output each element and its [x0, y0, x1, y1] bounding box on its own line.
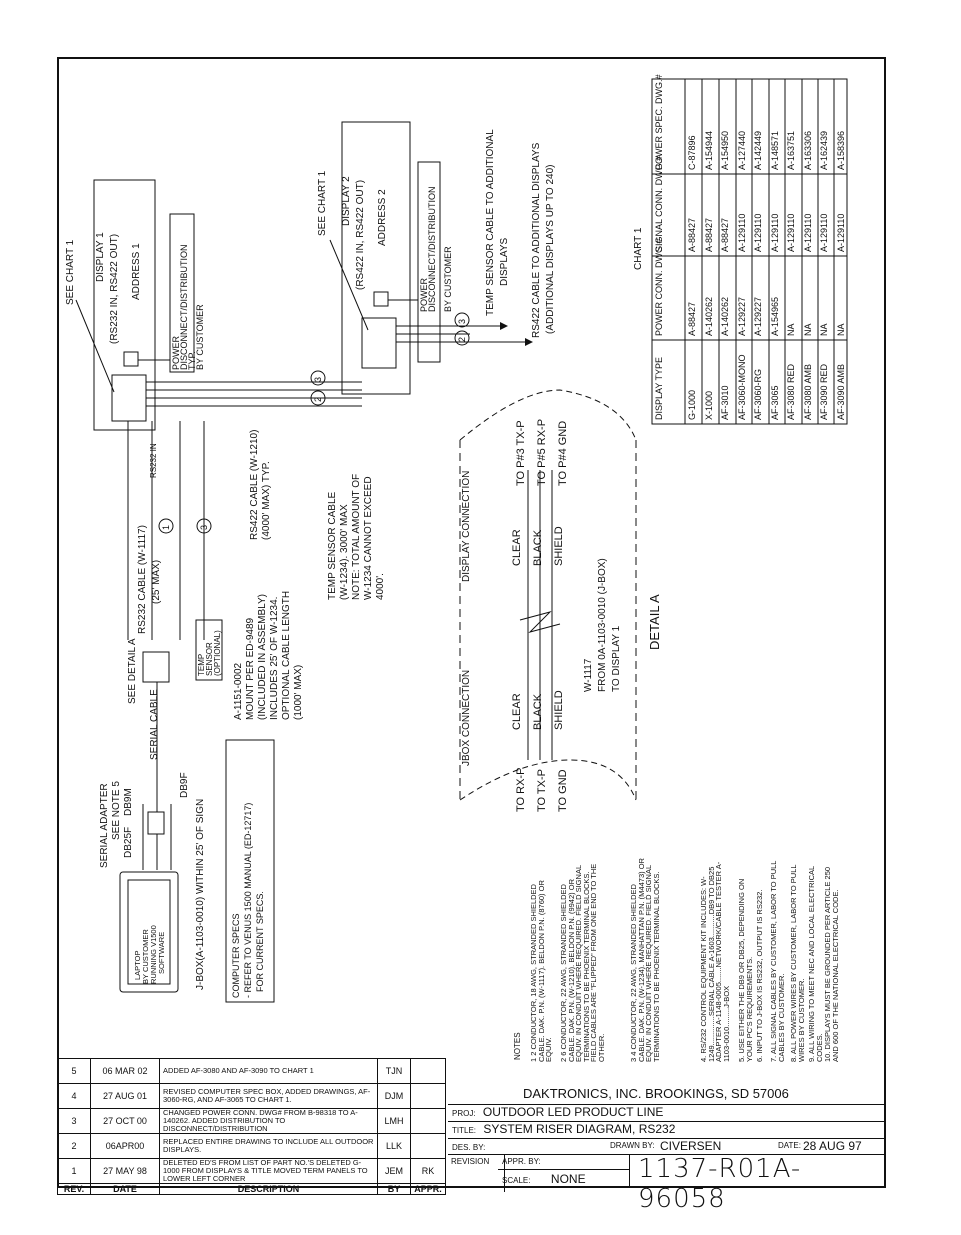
- revision-label: REVISION: [448, 1154, 505, 1192]
- chart-1-cell: AF-3080 AMB: [802, 363, 813, 420]
- revision-row: [58, 1109, 446, 1134]
- computer-specs-title: COMPUTER SPECS: [231, 913, 241, 998]
- note-item: 2 6 CONDUCTOR, 22 AWG, STRANDED SHIELDED CABLE. DAK. P.N. (W-1210). BELDON P.N. (9942) OR EQUIV. IN CONDUIT WHERE REQUIRED. FIELD SIGNAL TERMINATIONS TO BE PHOENIX TERMINAL BLOCKS. FIELD CABLES ARE "FLIPPED" FROM ONE END TO THE OTHER.: [559, 863, 606, 1062]
- chart-1-cell: A-127440: [736, 130, 747, 170]
- rs232-cable-length: (25' MAX): [151, 559, 162, 604]
- revision-row: [58, 1159, 446, 1184]
- temp-sensor-cable-line: NOTE: TOTAL AMOUNT OF: [351, 473, 362, 600]
- mount-note-line: INCLUDES 25' OF W-1234.: [269, 596, 280, 720]
- jbox-terminal-label: TO TX-P: [536, 769, 548, 812]
- cable-note-1: W-1117: [583, 658, 594, 692]
- chart-1-cell: AF-3090 RED: [819, 363, 829, 420]
- proj-label: PROJ:: [452, 1109, 476, 1118]
- rev-number: 5: [58, 1059, 91, 1084]
- temp-sensor-label-3: (OPTIONAL): [213, 630, 222, 676]
- jbox-terminal-label: TO RX-P: [515, 767, 527, 812]
- chart-1-cell: NA: [819, 323, 829, 336]
- display-2-outline: [342, 122, 410, 394]
- cable-note-2: FROM 0A-1103-0010 (J-BOX): [597, 558, 608, 692]
- temp-sensor-cable-line: 4000'.: [375, 573, 386, 600]
- rev-date: 06APR00: [91, 1134, 160, 1159]
- chart-1-cell: A-129110: [786, 213, 796, 252]
- power-disconnect-1-line3: TYP.: [187, 351, 197, 370]
- chart-1-cell: A-154965: [769, 296, 780, 336]
- rev-by: DJM: [378, 1084, 411, 1109]
- power-disconnect-2-line2: DISCONNECT/DISTRIBUTION: [427, 186, 437, 312]
- temp-sensor-cable-line: W-1234 CANNOT EXCEED: [363, 476, 374, 600]
- rev-description: REPLACED ENTIRE DRAWING TO INCLUDE ALL OUTDOOR DISPLAYS.: [160, 1134, 378, 1159]
- rev-appr: RK: [411, 1159, 446, 1184]
- rev-appr: [411, 1109, 446, 1134]
- jbox-wire-label: BLACK: [532, 693, 544, 730]
- chart-1-title: CHART 1: [633, 227, 644, 270]
- rev-number: 4: [58, 1084, 91, 1109]
- chart-1-cell: A-163751: [786, 130, 796, 170]
- rev-description: REVISED COMPUTER SPEC BOX, ADDED DRAWINGS, AF-3060-RG, AND AF-3065 TO CHART 1.: [160, 1084, 378, 1109]
- display-2-terminal: [362, 318, 396, 368]
- detail-a-title: DETAIL A: [647, 594, 662, 650]
- chart-1-cell: AF-3065: [769, 385, 780, 420]
- chart-1-header-power-conn: POWER CONN. DWG.#: [654, 238, 664, 336]
- db9f-label: DB9F: [179, 772, 190, 798]
- display-1-io: (RS232 IN, RS422 OUT): [109, 233, 120, 344]
- display-terminal-label: TO P#4 GND: [557, 420, 569, 486]
- display-wire-label: BLACK: [532, 529, 544, 566]
- power-disconnect-2-line1: POWER: [419, 277, 429, 312]
- note-item: 5. USE EITHER THE DB9 OR DB25, DEPENDING ON YOUR PC'S REQUIREMENTS.: [737, 878, 754, 1062]
- chart-1-header-signal-conn: SIGNAL CONN. DWG.#: [654, 155, 664, 252]
- chart-1-cell: A-129110: [802, 213, 813, 252]
- mount-note-line: OPTIONAL CABLE LENGTH: [281, 590, 292, 720]
- chart-1-cell: NA: [802, 323, 813, 336]
- chart-1-cell: A-129110: [769, 213, 780, 252]
- chart-1-cell: A-163306: [802, 130, 813, 170]
- callout-circle-1: 1: [161, 524, 171, 530]
- revision-table: [57, 1058, 446, 1195]
- chart-1-header-display: DISPLAY TYPE: [654, 356, 664, 420]
- display-connection-label: DISPLAY CONNECTION: [461, 470, 472, 582]
- chart-1-cell: A-88427: [687, 217, 697, 252]
- power-disconnect-1-line4: BY CUSTOMER: [195, 304, 205, 370]
- chart-1-cell: NA: [786, 323, 796, 336]
- display-2-address: ADDRESS 2: [377, 189, 388, 246]
- drawing-number: 1137-R01A-96058: [638, 1154, 802, 1214]
- revision-row: [58, 1059, 446, 1084]
- chart-1-cell: A-154944: [703, 130, 714, 170]
- display-terminal-label: TO P#5 RX-P: [536, 418, 548, 486]
- serial-adapter-label: SERIAL ADAPTER: [99, 783, 110, 868]
- rev-number: 3: [58, 1109, 91, 1134]
- see-detail-a-label: SEE DETAIL A: [127, 638, 138, 704]
- callout-circle-3b: 3: [457, 318, 467, 324]
- chart-1-cell: A-129227: [736, 296, 747, 336]
- rev-appr: [411, 1059, 446, 1084]
- rs232-in-label: RS232 IN: [149, 443, 158, 478]
- chart-1-cell: A-129110: [835, 213, 846, 252]
- rs422-additional-1: RS422 CABLE TO ADDITIONAL DISPLAYS: [531, 142, 542, 338]
- note-item: 3 4 CONDUCTOR, 22 AWG, STRANDED SHIELDED CABLE. DAK. P.N. (W-1234). MANHATTAN P.N. (M4473) OR EQUIV. IN CONDUIT WHERE REQUIRED. FIELD SIGNAL TERMINATIONS TO BE PHOENIX TERMINAL BLOCKS.: [629, 858, 661, 1062]
- chart-1-cell: AF-3010: [720, 385, 730, 420]
- chart-1-cell: A-88427: [687, 301, 697, 336]
- display-2-label: DISPLAY 2: [341, 176, 352, 226]
- scale-value: NONE: [550, 1172, 586, 1186]
- revision-row: [58, 1134, 446, 1159]
- jbox-connection-label: JBOX CONNECTION: [461, 669, 472, 766]
- serial-adapter-box: [148, 812, 164, 834]
- jbox-wire-label: SHIELD: [553, 690, 565, 730]
- title-block: [448, 1084, 884, 1214]
- designer-row: [448, 1138, 884, 1155]
- scale-cell: [498, 1170, 630, 1186]
- rev-description: ADDED AF-3080 AND AF-3090 TO CHART 1: [160, 1059, 378, 1084]
- jbox-note: J-BOX(A-1103-0010) WITHIN 25' OF SIGN: [195, 798, 206, 990]
- rev-header-by: BY: [378, 1184, 411, 1195]
- callout-circle-3a: 3: [313, 376, 323, 382]
- laptop-label-4: SOFTWARE: [157, 931, 166, 974]
- rev-by: JEM: [378, 1159, 411, 1184]
- notes-title: NOTES: [513, 1032, 522, 1060]
- temp-sensor-label-2: SENSOR: [205, 642, 214, 676]
- note-item: 6. INPUT TO J-BOX IS RS232, OUTPUT IS RS232.: [755, 889, 764, 1062]
- drawn-by-label: DRAWN BY:: [610, 1141, 655, 1150]
- chart-1-cell: AF-3060-RG: [753, 368, 763, 420]
- chart-1-cell: C-87896: [687, 135, 697, 170]
- mount-note-line: MOUNT PER ED-9489: [245, 617, 256, 720]
- laptop-label-3: RUNNING V1500: [149, 925, 158, 984]
- display-wire-label: SHIELD: [553, 526, 565, 566]
- rev-header-description: DESCRIPTION: [160, 1184, 378, 1195]
- chart-1-cell: A-140262: [703, 296, 714, 336]
- chart-1-cell: NA: [835, 323, 846, 336]
- rs422-cable-label: RS422 CABLE (W-1210): [249, 429, 260, 540]
- power-disconnect-2-line3: BY CUSTOMER: [443, 246, 453, 312]
- rev-appr: [411, 1134, 446, 1159]
- chart-1-cell: X-1000: [703, 390, 714, 420]
- chart-1-cell: AF-3060-MONO: [736, 354, 747, 420]
- chart-1-cell: G-1000: [687, 389, 697, 420]
- display-1-address: ADDRESS 1: [131, 243, 142, 300]
- temp-cable-additional-1: TEMP SENSOR CABLE TO ADDITIONAL: [485, 129, 496, 316]
- rs422-additional-2: (ADDITIONAL DISPLAYS UP TO 240): [545, 164, 556, 334]
- display-2-module: [374, 292, 388, 306]
- rev-by: LLK: [378, 1134, 411, 1159]
- jbox-terminal-label: TO GND: [557, 769, 569, 812]
- see-chart-1-label-a: SEE CHART 1: [65, 239, 76, 305]
- display-terminal-label: TO P#3 TX-P: [515, 420, 527, 486]
- rev-date: 27 MAY 98: [91, 1159, 160, 1184]
- note-item: 4. RS/232 CONTROL EQUIPMENT KIT INCLUDES: W-1249..............SERIAL CABLE A-1603...........DB9 TO DB25 ADAPTER A-1148-0005.......NETWORK/CABLE TESTER A-1103-0010.........J-BOX: [699, 861, 731, 1062]
- callout-circle-2b: 2: [457, 336, 467, 342]
- rev-description: DELETED ED'S FROM LIST OF PART NO.'S DELETED G-1000 FROM DISPLAYS & TITLE MOVED TERM PANELS TO LOWER LEFT CORNER: [160, 1159, 378, 1184]
- rev-date: 27 AUG 01: [91, 1084, 160, 1109]
- date-label: DATE:: [778, 1141, 801, 1150]
- title-row: [448, 1121, 884, 1139]
- title-value: SYSTEM RISER DIAGRAM, RS232: [483, 1122, 676, 1136]
- note-item: 1 2 CONDUCTOR, 18 AWG, STRANDED SHIELDED CABLE. DAK. P.N. (W-1117). BELDON P.N. (8760) OR EQUIV.: [529, 880, 553, 1062]
- display-1-label: DISPLAY 1: [95, 232, 106, 282]
- note-item: 10. DISPLAYS MUST BE GROUNDED PER ARTICLE 250 AND 600 OF THE NATIONAL ELECTRICAL CODE.: [823, 866, 840, 1062]
- scale-label: SCALE:: [502, 1176, 531, 1185]
- cable-note-3: TO DISPLAY 1: [611, 625, 622, 692]
- chart-1-cell: A-140262: [720, 296, 730, 336]
- chart-1-cell: A-88427: [720, 217, 730, 252]
- date-value: 28 AUG 97: [803, 1139, 862, 1153]
- temp-cable-additional-2: DISPLAYS: [499, 237, 510, 286]
- proj-value: OUTDOOR LED PRODUCT LINE: [482, 1105, 664, 1119]
- appr-by-label: APPR. BY:: [498, 1154, 630, 1170]
- mount-note-line: A-1151-0002: [233, 662, 244, 720]
- rev-by: TJN: [378, 1059, 411, 1084]
- display-1-module: [124, 352, 138, 366]
- chart-1-cell: A-129110: [753, 213, 763, 252]
- des-by-label: DES. BY:: [452, 1143, 486, 1152]
- note-item: 8. ALL POWER WIRES BY CUSTOMER, LABOR TO PULL WIRES BY CUSTOMER.: [789, 864, 806, 1062]
- rev-header-appr: APPR.: [411, 1184, 446, 1195]
- chart-1-cell: A-129227: [753, 296, 763, 336]
- rev-number: 2: [58, 1134, 91, 1159]
- laptop-label-1: LAPTOP: [133, 950, 142, 980]
- display-wire-label: CLEAR: [511, 529, 523, 566]
- rev-header-rev: REV.: [58, 1184, 91, 1195]
- drawn-by-value: CIVERSEN: [660, 1139, 722, 1153]
- chart-1-cell: A-154950: [720, 130, 730, 170]
- rev-description: CHANGED POWER CONN. DWG# FROM B-98318 TO A-140262. ADDED DISTRIBUTION TO DISCONNECT/DISTRIBUTION: [160, 1109, 378, 1134]
- note-item: 7. ALL SIGNAL CABLES BY CUSTOMER, LABOR TO PULL CABLES BY CUSTOMER.: [769, 860, 786, 1062]
- revision-row: [58, 1084, 446, 1109]
- chart-1-cell: A-129110: [819, 213, 829, 252]
- rev-header-date: DATE: [91, 1184, 160, 1195]
- computer-specs-line2: FOR CURRENT SPECS.: [255, 891, 265, 992]
- revision-header-row: [58, 1184, 446, 1195]
- chart-1-cell: AF-3090 AMB: [835, 363, 846, 420]
- chart-1-cell: A-88427: [703, 217, 714, 252]
- computer-specs-line1: - REFER TO VENUS 1500 MANUAL (ED-12717): [243, 802, 253, 998]
- rs422-cable-length: (4000' MAX) TYP.: [261, 461, 272, 540]
- db25f-label: DB25F: [123, 826, 134, 858]
- power-disconnect-1-line2: DISCONNECT/DISTRIBUTION: [179, 244, 189, 370]
- rev-appr: [411, 1084, 446, 1109]
- callout-circle-2a: 2: [313, 396, 323, 402]
- rev-date: 27 OCT 00: [91, 1109, 160, 1134]
- title-label: TITLE:: [452, 1126, 477, 1135]
- temp-sensor-cable-line: (W-1234). 3000' MAX: [339, 504, 350, 600]
- chart-1-cell: A-162439: [819, 130, 829, 170]
- mount-note-line: (1000' MAX): [293, 664, 304, 720]
- serial-cable-label: SERIAL CABLE: [149, 689, 160, 760]
- display-1-terminal: [112, 375, 146, 421]
- rev-date: 06 MAR 02: [91, 1059, 160, 1084]
- rev-number: 1: [58, 1159, 91, 1184]
- see-chart-1-label-b: SEE CHART 1: [317, 170, 328, 236]
- jbox-wire-label: CLEAR: [511, 693, 523, 730]
- power-disconnect-1-line1: POWER: [171, 335, 181, 370]
- db9m-label: DB9M: [123, 788, 134, 816]
- chart-1-cell: A-129110: [736, 213, 747, 252]
- serial-adapter-note: SEE NOTE 5: [111, 781, 122, 840]
- jbox-rectangle: [143, 652, 169, 682]
- chart-1-header-power-spec: POWER SPEC. DWG.#: [654, 74, 664, 170]
- rs232-cable-label: RS232 CABLE (W-1117): [137, 525, 148, 634]
- temp-sensor-cable-line: TEMP SENSOR CABLE: [327, 491, 338, 600]
- callout-circle-3: 3: [199, 524, 209, 530]
- temp-sensor-label-1: TEMP: [197, 653, 206, 676]
- rev-by: LMH: [378, 1109, 411, 1134]
- display-2-io: (RS422 IN, RS422 OUT): [355, 179, 366, 290]
- chart-1-cell: AF-3080 RED: [786, 363, 796, 420]
- laptop-label-2: BY CUSTOMER: [141, 929, 150, 984]
- chart-1-cell: A-142449: [753, 130, 763, 170]
- chart-1-cell: A-148571: [769, 130, 780, 170]
- company-line: DAKTRONICS, INC. BROOKINGS, SD 57006: [448, 1084, 884, 1105]
- project-row: [448, 1104, 884, 1122]
- mount-note-line: (INCLUDED IN ASSEMBLY): [257, 594, 268, 720]
- chart-1-cell: A-158396: [835, 130, 846, 170]
- note-item: 9. ALL WIRING TO MEET NEC AND LOCAL ELECTRICAL CODES.: [807, 866, 824, 1062]
